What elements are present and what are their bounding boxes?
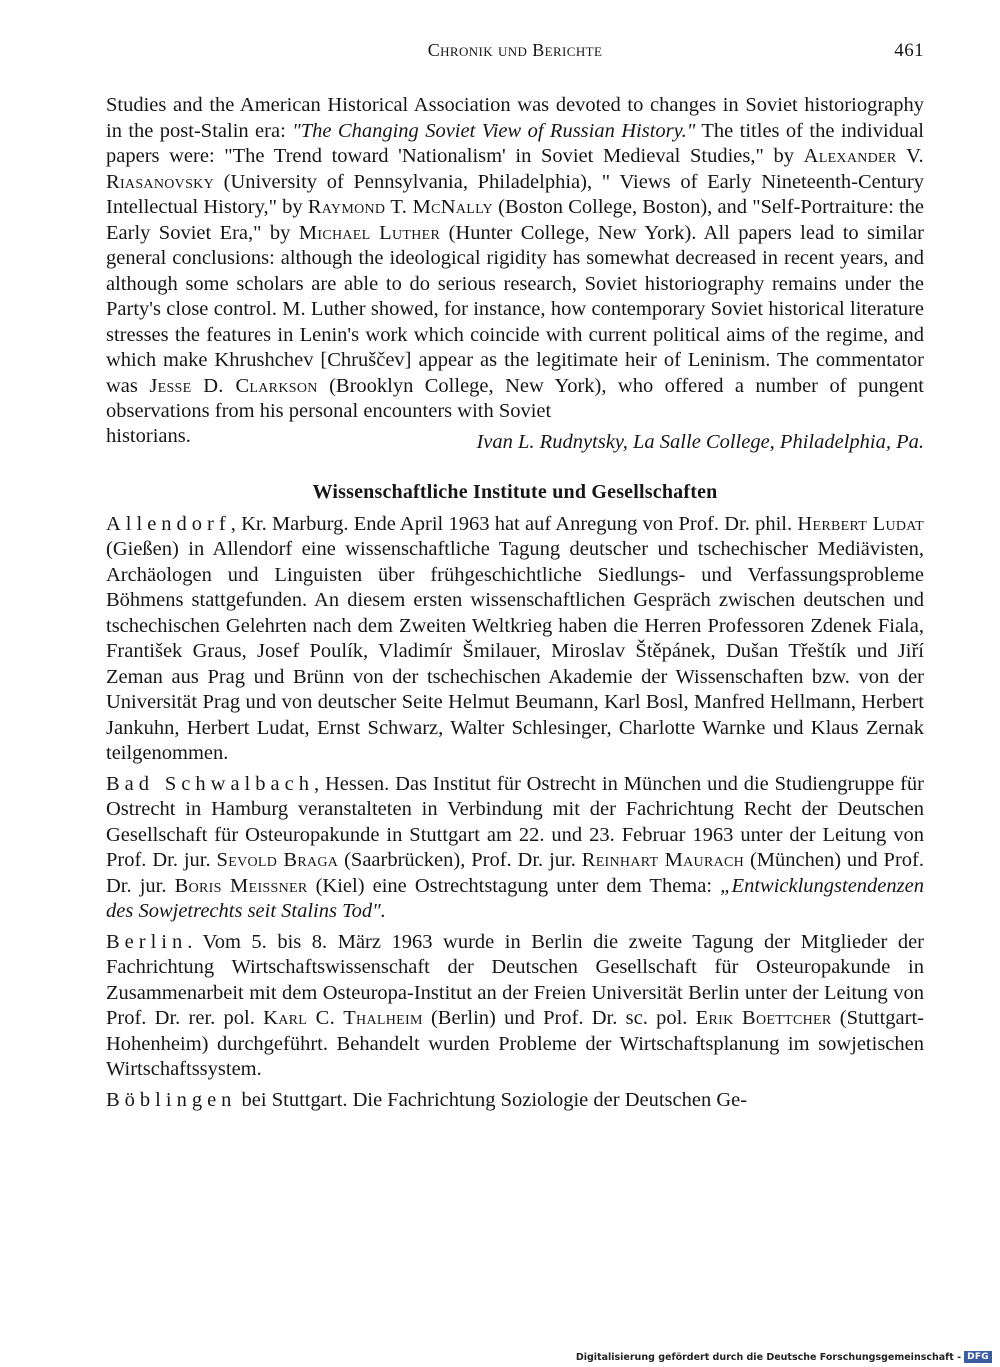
panel-title: "The Changing Soviet View of Russian History." [292,119,696,142]
person-name: Boris Meissner [174,874,308,897]
digitization-footer [576,1351,992,1363]
author-name: Michael Luther [298,221,441,244]
person-name: Karl C. Thalheim [263,1007,423,1029]
entry-boeblingen: Böblingen bei Stuttgart. Die Fachrichtung Soziologie der Deutschen Ge- [106,1088,748,1111]
footer-text: Digitalisierung gefördert durch die Deutsche Forschungsgemeinschaft - [575,1351,962,1363]
page-number: 461 [894,40,924,61]
entry-allendorf: Allendorf, Kr. Marburg. Ende April 1963 hat auf Anregung von Prof. Dr. phil. Herbert Ludat (Gießen) in Allendorf eine wissenschaftliche Tagung deutscher und tschechischer Mediävisten, Archäologen und Linguisten über frühgeschichtliche Siedlungs- und Verfassungsprobleme Böhmens stattgefunden. An diesem ersten wissenschaftlichen Gespräch zwischen deutschen und tschechischen Gelehrten nach dem Zweiten Weltkrieg haben die Herren Professoren Zdenek Fiala, František Graus, Josef Poulík, Vladimír Šmilauer, Miroslav Štěpánek, Dušan Třeštík und Jiří Zeman aus Prag und Brünn von der tschechischen Akademie der Wissenschaften bzw. von der Universität Prag und von deutscher Seite Helmut Beumann, Karl Bosl, Manfred Hellmann, Herbert Jankuhn, Herbert Ludat, Ernst Schwarz, Walter Schlesinger, Charlotte Warnke und Klaus Zernak teilgenommen. [106,512,924,764]
person-name: Sevold Braga [216,849,339,871]
page-body [106,93,924,1113]
place-name: Allendorf [106,512,231,535]
dfg-logo: DFG [964,1351,992,1363]
place-name: Berlin [106,930,188,953]
page-header [106,40,924,70]
signature-line [106,424,924,456]
entry-bad-schwalbach: Bad Schwalbach, Hessen. Das Institut für Ostrecht in München und die Studiengruppe für Ostrecht in Hamburg veranstalteten in Verbindung mit der Fachrichtung Recht der Deutschen Gesellschaft für Osteuropakunde in Stuttgart am 22. und 23. Februar 1963 unter der Leitung von Prof. Dr. jur. Sevold Braga (Saarbrücken), Prof. Dr. jur. Reinhart Maurach (München) und Prof. Dr. jur. Boris Meissner (Kiel) eine Ostrechtstagung unter dem Thema: „Entwicklungstendenzen des Sowjetrechts seit Stalins Tod". [106,772,924,922]
author-name: Raymond T. McNally [307,196,493,218]
commentator-name: Jesse D. Clarkson [149,374,318,397]
running-title: Chronik und Berichte [427,40,603,60]
place-name: Böblingen [106,1088,237,1111]
report-signature: Ivan L. Rudnytsky, La Salle College, Philadelphia, Pa. [476,430,924,453]
author-name: Alexander V. Riasanovsky [106,145,924,193]
last-word: historians. [106,424,191,447]
person-name: Erik Boettcher [695,1007,832,1029]
person-name: Herbert Ludat [797,512,924,535]
place-name: Bad Schwalbach [106,772,314,795]
person-name: Reinhart Maurach [581,849,745,871]
conference-theme: „Entwicklungstendenzen des Sowjetrechts seit Stalins Tod". [106,874,924,922]
section-heading: Wissenschaftliche Institute und Gesellschaften [312,481,718,503]
entry-berlin: Berlin. Vom 5. bis 8. März 1963 wurde in Berlin die zweite Tagung der Mitglieder der Fachrichtung Wirtschaftswissenschaft der Deutschen Gesellschaft für Osteuropakunde in Zusammenarbeit mit dem Osteuropa-Institut an der Freien Universität Berlin unter der Leitung von Prof. Dr. rer. pol. Karl C. Thalheim (Berlin) und Prof. Dr. sc. pol. Erik Boettcher (Stuttgart-Hohenheim) durchgeführt. Behandelt wurden Probleme der Wirtschaftsplanung im sowjetischen Wirtschaftssystem. [106,930,925,1080]
report-paragraph: Studies and the American Historical Association was devoted to changes in Soviet historiography in the post-Stalin era: "The Changing Soviet View of Russian History." The titles of the individual papers were: "The Trend toward 'Nationalism' in Soviet Medieval Studies," by Alexander V. Riasanovsky (University of Pennsylvania, Philadelphia), " Views of Early Nineteenth-Century Intellectual History," by Raymond T. McNally (Boston College, Boston), and "Self-Portraiture: the Early Soviet Era," by Michael Luther (Hunter College, New York). All papers lead to similar general conclusions: although the ideological rigidity has somewhat decreased in recent years, and although some scholars are able to do serious research, Soviet historiography remains under the Party's close control. M. Luther showed, for instance, how contemporary Soviet historical literature stresses the features in Lenin's work which coincide with current political aims of the regime, and which make Khrushchev [Chruščev] appear as the legitimate heir of Leninism. The commentator was Jesse D. Clarkson (Brooklyn College, New York), who offered a number of pungent observations from his personal encounters with Soviet [106,94,924,422]
